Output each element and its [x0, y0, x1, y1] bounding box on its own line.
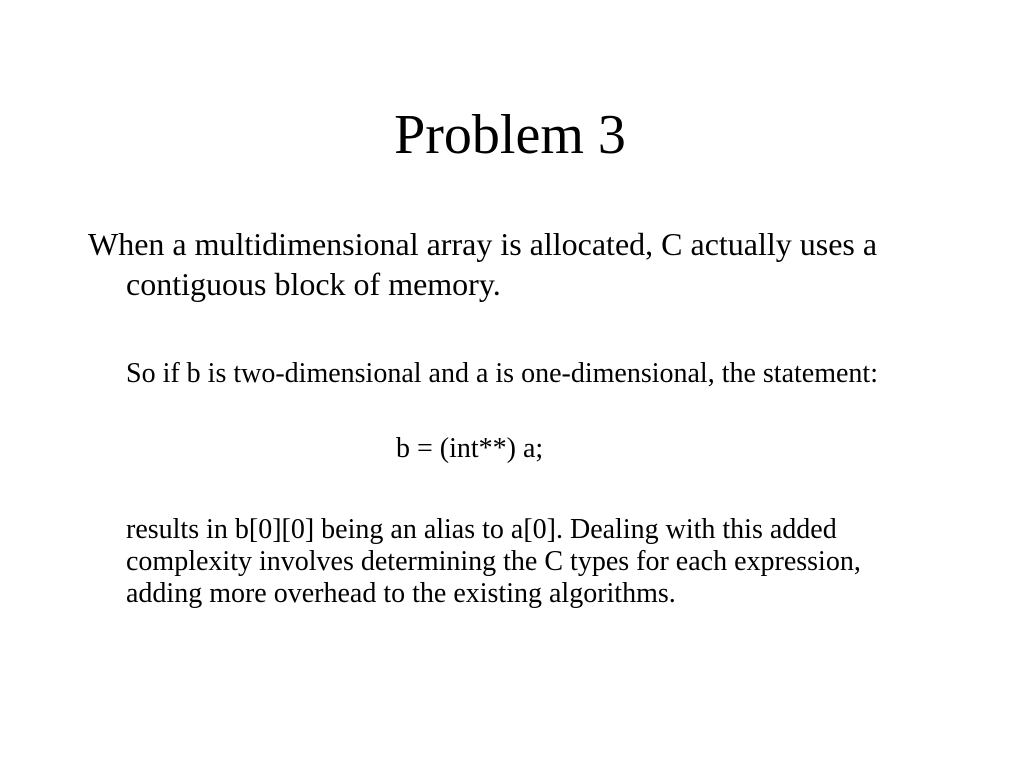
- main-bullet-text: When a multidimensional array is allocated, C actually uses a contiguous block of memory.: [88, 226, 878, 302]
- code-statement: b = (int**) a;: [396, 433, 544, 464]
- slide-title: Problem 3: [394, 104, 626, 166]
- sub-paragraph-results: results in b[0][0] being an alias to a[0]. Dealing with this added complexity involves determining the C types for each expression, adding more overhead to the existing algorithms.: [126, 514, 861, 609]
- sub-paragraph-statement: So if b is two-dimensional and a is one-dimensional, the statement:: [126, 358, 878, 389]
